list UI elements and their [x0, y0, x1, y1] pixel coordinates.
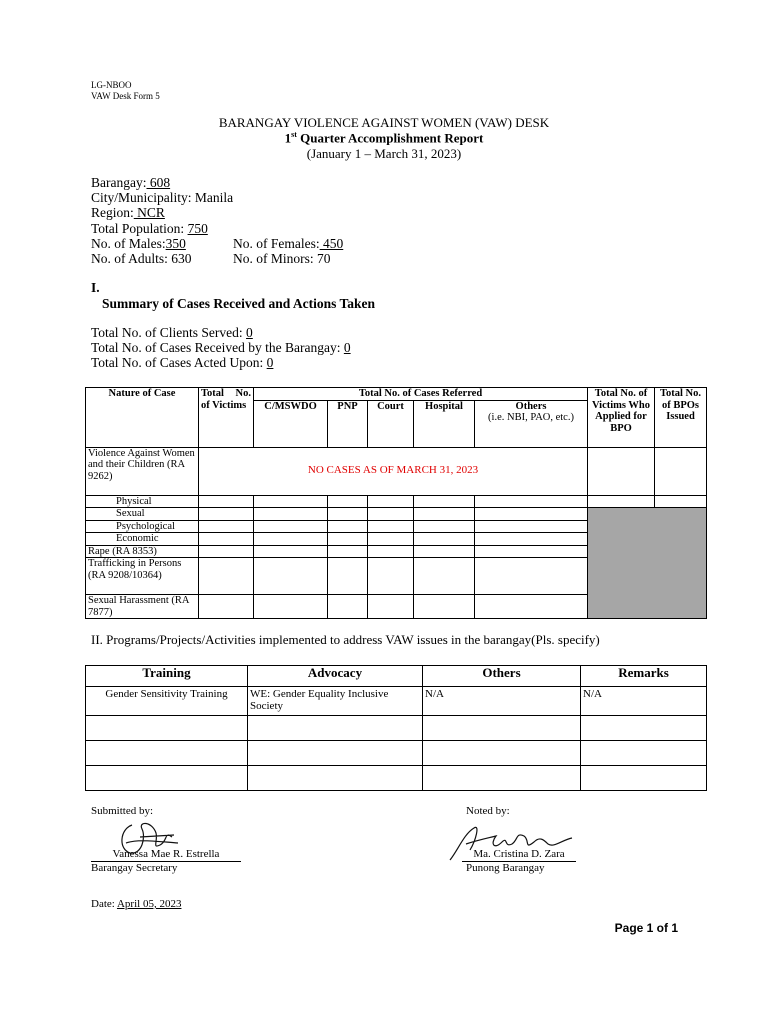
header-training: Training: [86, 666, 248, 687]
cell-empty: [254, 508, 328, 521]
submitted-name: Vanessa Mae R. Estrella: [91, 848, 241, 862]
cell-empty: [414, 520, 475, 533]
row-physical: Physical: [86, 495, 199, 508]
cell-empty: [423, 766, 581, 791]
cell-empty: [368, 558, 414, 595]
cell-empty: [475, 520, 588, 533]
header-pnp: PNP: [328, 400, 368, 447]
date-line: Date: April 05, 2023: [91, 898, 182, 910]
age-row: No. of Adults: 630 No. of Minors: 70: [91, 250, 331, 266]
report-period: (January 1 – March 31, 2023): [306, 146, 462, 161]
cell-empty: [199, 533, 254, 546]
cell-empty: [199, 495, 254, 508]
shaded-block: [588, 508, 707, 619]
cell-empty: [475, 545, 588, 558]
cell-empty: [254, 545, 328, 558]
section-2-title: II. Programs/Projects/Activities implemented to address VAW issues in the barangay(Pls. specify): [91, 632, 600, 647]
cell-others: N/A: [423, 687, 581, 716]
form-code-id: LG-NBOO: [91, 80, 132, 90]
noted-by-label: Noted by:: [466, 805, 510, 817]
cell-empty: [423, 741, 581, 766]
row-rape: Rape (RA 8353): [86, 545, 199, 558]
cell-empty: [475, 595, 588, 619]
row-harassment: Sexual Harassment (RA 7877): [86, 595, 199, 619]
cell-training: Gender Sensitivity Training: [86, 687, 248, 716]
row-trafficking: Trafficking in Persons (RA 9208/10364): [86, 558, 199, 595]
cases-received: Total No. of Cases Received by the Barangay: 0: [91, 340, 351, 356]
row-vawc: Violence Against Women and their Children (RA 9262): [86, 447, 199, 495]
cell-empty: [368, 508, 414, 521]
cell-empty: [86, 741, 248, 766]
cell-empty: [475, 558, 588, 595]
header-court: Court: [368, 400, 414, 447]
cell-empty: [588, 495, 655, 508]
noted-position: Punong Barangay: [466, 862, 545, 874]
submitted-by-label: Submitted by:: [91, 805, 154, 817]
noted-name: Ma. Cristina D. Zara: [462, 848, 576, 862]
cell-empty: [581, 741, 707, 766]
page-number: Page 1 of 1: [614, 921, 678, 935]
cell-empty: [86, 716, 248, 741]
header-advocacy: Advocacy: [248, 666, 423, 687]
header-nature: Nature of Case: [86, 388, 199, 448]
header-others: Others (i.e. NBI, PAO, etc.): [475, 400, 588, 447]
cell-empty: [248, 766, 423, 791]
section-1-title: Summary of Cases Received and Actions Taken: [102, 296, 376, 311]
header-bpo-applied: Total No. of Victims Who Applied for BPO: [588, 388, 655, 448]
cell-empty: [328, 595, 368, 619]
header-victims: Total No. of Victims: [199, 388, 254, 448]
cell-empty: [328, 520, 368, 533]
cell-empty: [254, 520, 328, 533]
header-others: Others: [423, 666, 581, 687]
section-1-number: I.: [91, 280, 100, 295]
cell-empty: [581, 716, 707, 741]
cell-empty: [414, 495, 475, 508]
region-row: Region: NCR: [91, 205, 165, 221]
cell-empty: [199, 545, 254, 558]
cases-table: [85, 387, 707, 619]
cell-empty: [248, 741, 423, 766]
barangay-info: [91, 175, 344, 266]
cell-empty: [328, 533, 368, 546]
population-row: Total Population: 750: [91, 220, 208, 236]
cell-empty: [368, 495, 414, 508]
form-code-name: VAW Desk Form 5: [91, 91, 160, 101]
row-sexual: Sexual: [86, 508, 199, 521]
cell-empty: [655, 495, 707, 508]
cell-remarks: N/A: [581, 687, 707, 716]
cell-empty: [328, 508, 368, 521]
cell-empty: [475, 495, 588, 508]
city-row: City/Municipality: Manila: [91, 190, 234, 206]
cell-empty: [423, 716, 581, 741]
cell-empty: [254, 558, 328, 595]
cell-empty: [199, 508, 254, 521]
sex-row: No. of Males:350 No. of Females: 450: [91, 235, 344, 251]
programs-table: [85, 665, 707, 791]
cell-empty: [368, 533, 414, 546]
cell-empty: [248, 716, 423, 741]
cell-empty: [368, 595, 414, 619]
cell-empty: [86, 766, 248, 791]
no-cases-notice: NO CASES AS OF MARCH 31, 2023: [199, 447, 588, 495]
row-psychological: Psychological: [86, 520, 199, 533]
cell-empty: [581, 766, 707, 791]
cell-empty: [328, 558, 368, 595]
cases-acted: Total No. of Cases Acted Upon: 0: [91, 355, 274, 371]
submitted-position: Barangay Secretary: [91, 862, 178, 874]
header-bpo-issued: Total No. of BPOs Issued: [655, 388, 707, 448]
cell-empty: [368, 520, 414, 533]
report-title: BARANGAY VIOLENCE AGAINST WOMEN (VAW) DESK: [218, 115, 550, 130]
row-economic: Economic: [86, 533, 199, 546]
case-totals: [91, 325, 351, 371]
cell-empty: [475, 508, 588, 521]
cell-empty: [254, 495, 328, 508]
cell-empty: [414, 545, 475, 558]
cell-empty: [475, 533, 588, 546]
cell-empty: [414, 508, 475, 521]
cell-empty: [199, 558, 254, 595]
header-referred: Total No. of Cases Referred: [254, 388, 588, 401]
barangay-row: Barangay: 608: [91, 175, 171, 190]
cell-empty: [414, 595, 475, 619]
cell-empty: [254, 533, 328, 546]
cell-empty: [254, 595, 328, 619]
cell-empty: [588, 447, 655, 495]
clients-served: Total No. of Clients Served: 0: [91, 325, 253, 340]
form-code: [91, 80, 160, 102]
header-remarks: Remarks: [581, 666, 707, 687]
cell-empty: [655, 447, 707, 495]
cell-empty: [328, 545, 368, 558]
header-cmswdo: C/MSWDO: [254, 400, 328, 447]
report-subtitle: 1st Quarter Accomplishment Report: [284, 130, 484, 146]
cell-advocacy: WE: Gender Equality Inclusive Society: [248, 687, 423, 716]
cell-empty: [328, 495, 368, 508]
cell-empty: [414, 533, 475, 546]
cell-empty: [414, 558, 475, 595]
cell-empty: [199, 595, 254, 619]
cell-empty: [199, 520, 254, 533]
header-hospital: Hospital: [414, 400, 475, 447]
cell-empty: [368, 545, 414, 558]
